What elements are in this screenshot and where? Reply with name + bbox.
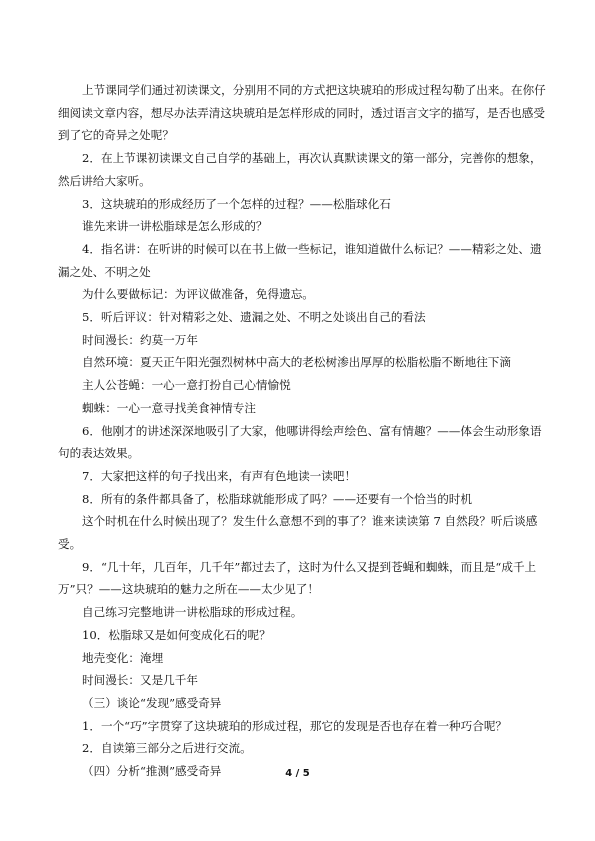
paragraph: 7．大家把这样的句子找出来，有声有色地读一读吧！ bbox=[82, 468, 357, 483]
paragraph: 蜘蛛：一心一意寻找美食神情专注 bbox=[82, 400, 256, 415]
paragraph: （四）分析“推测”感受奇异 bbox=[82, 764, 222, 779]
paragraph: 时间漫长：约莫一万年 bbox=[82, 332, 198, 347]
paragraph: 主人公苍蝇：一心一意打扮自己心情愉悦 bbox=[82, 378, 291, 393]
paragraph: 4．指名讲：在听讲的时候可以在书上做一些标记，谁知道做什么标记？——精彩之处、遗漏之处、不明之处 bbox=[58, 241, 542, 279]
paragraph: 地壳变化：淹埋 bbox=[82, 650, 164, 665]
paragraph: 8．所有的条件都具备了，松脂球就能形成了吗？——还要有一个恰当的时机 bbox=[82, 491, 472, 506]
body-text bbox=[58, 79, 548, 783]
paragraph: 这个时机在什么时候出现了？发生什么意想不到的事了？谁来读读第 7 自然段？听后谈感受。 bbox=[58, 514, 538, 552]
paragraph: 自然环境：夏天正午阳光强烈树林中高大的老松树渗出厚厚的松脂松脂不断地往下滴 bbox=[82, 355, 511, 370]
paragraph: 自己练习完整地讲一讲松脂球的形成过程。 bbox=[82, 605, 303, 620]
paragraph: 1．一个“巧”字贯穿了这块琥珀的形成过程，那它的发现是否也存在着一种巧合呢？ bbox=[82, 718, 508, 733]
paragraph: 10．松脂球又是如何变成化石的呢？ bbox=[82, 627, 271, 642]
paragraph: 9．“几十年，几百年，几千年”都过去了，这时为什么又提到苍蝇和蜘蛛，而且是“成千上万”只？——这块琥珀的魅力之所在——太少见了！ bbox=[58, 559, 537, 597]
paragraph: 6．他刚才的讲述深深地吸引了大家，他哪讲得绘声绘色、富有情趣？——体会生动形象语句的表达效果。 bbox=[58, 423, 542, 461]
paragraph: 上节课同学们通过初读课文，分别用不同的方式把这块琥珀的形成过程勾勒了出来。在你仔细阅读文章内容，想尽办法弄清这块琥珀是怎样形成的同时，透过语言文字的描写，是否也感受到了它的奇异之处呢？ bbox=[58, 83, 546, 143]
paragraph: 3．这块琥珀的形成经历了一个怎样的过程？——松脂球化石 bbox=[82, 196, 391, 211]
paragraph: 谁先来讲一讲松脂球是怎么形成的？ bbox=[82, 219, 268, 234]
page-number: 4 / 5 bbox=[285, 768, 310, 779]
paragraph: 时间漫长：又是几千年 bbox=[82, 673, 198, 688]
paragraph: 2．在上节课初读课文自己自学的基础上，再次认真默读课文的第一部分，完善你的想象，然后讲给大家听。 bbox=[58, 151, 542, 188]
paragraph: 5．听后评议：针对精彩之处、遗漏之处、不明之处谈出自己的看法 bbox=[82, 310, 426, 325]
paragraph: 2．自读第三部分之后进行交流。 bbox=[82, 741, 252, 756]
paragraph: （三）谈论“发现”感受奇异 bbox=[82, 695, 222, 710]
paragraph: 为什么要做标记：为评议做准备，免得遗忘。 bbox=[82, 287, 314, 302]
